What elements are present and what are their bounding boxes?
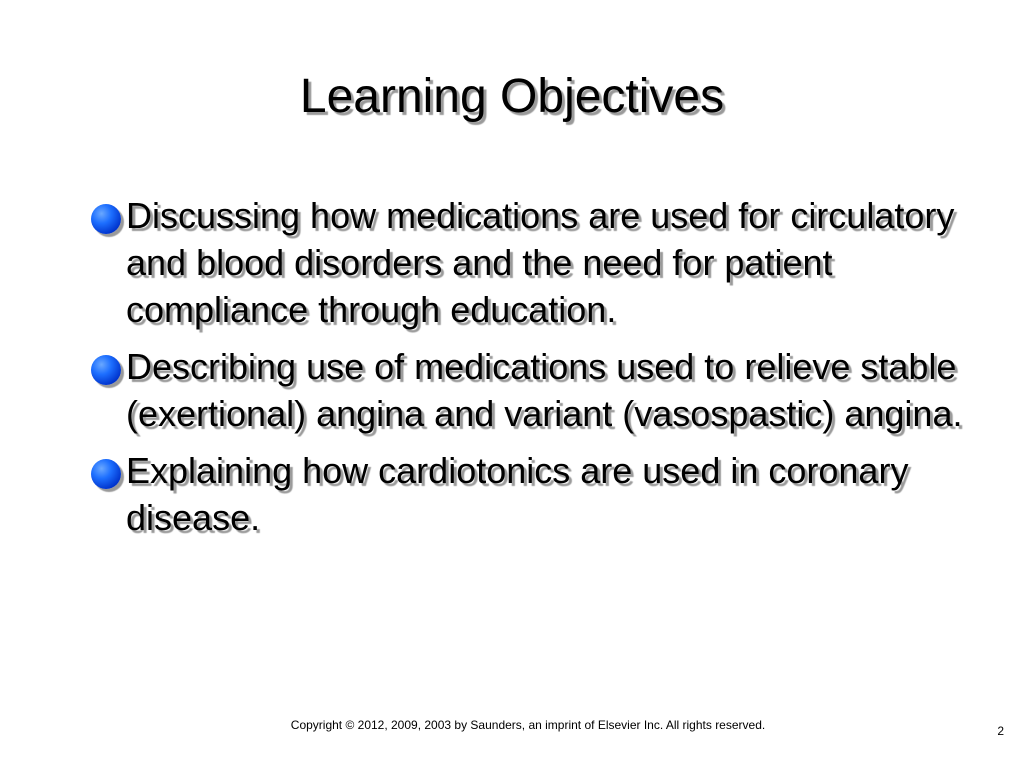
copyright-footer: Copyright © 2012, 2009, 2003 by Saunders, an imprint of Elsevier Inc. All rights reserved. [290,718,766,732]
list-item [88,343,968,437]
list-item-text: Describing use of medications used to relieve stable (exertional) angina and variant (vasospastic) angina. [126,346,963,434]
blue-sphere-bullet-icon [91,459,121,489]
list-item-text: Explaining how cardiotonics are used in coronary disease. [126,450,909,538]
slide-title: Learning Objectives [299,70,725,123]
blue-sphere-bullet-icon [91,355,121,385]
list-item [88,192,968,333]
blue-sphere-bullet-icon [91,204,121,234]
slide-number: 2 [997,724,1004,738]
list-item [88,447,968,541]
objectives-list [88,192,968,551]
list-item-text: Discussing how medications are used for circulatory and blood disorders and the need for patient compliance through education. [126,195,955,330]
